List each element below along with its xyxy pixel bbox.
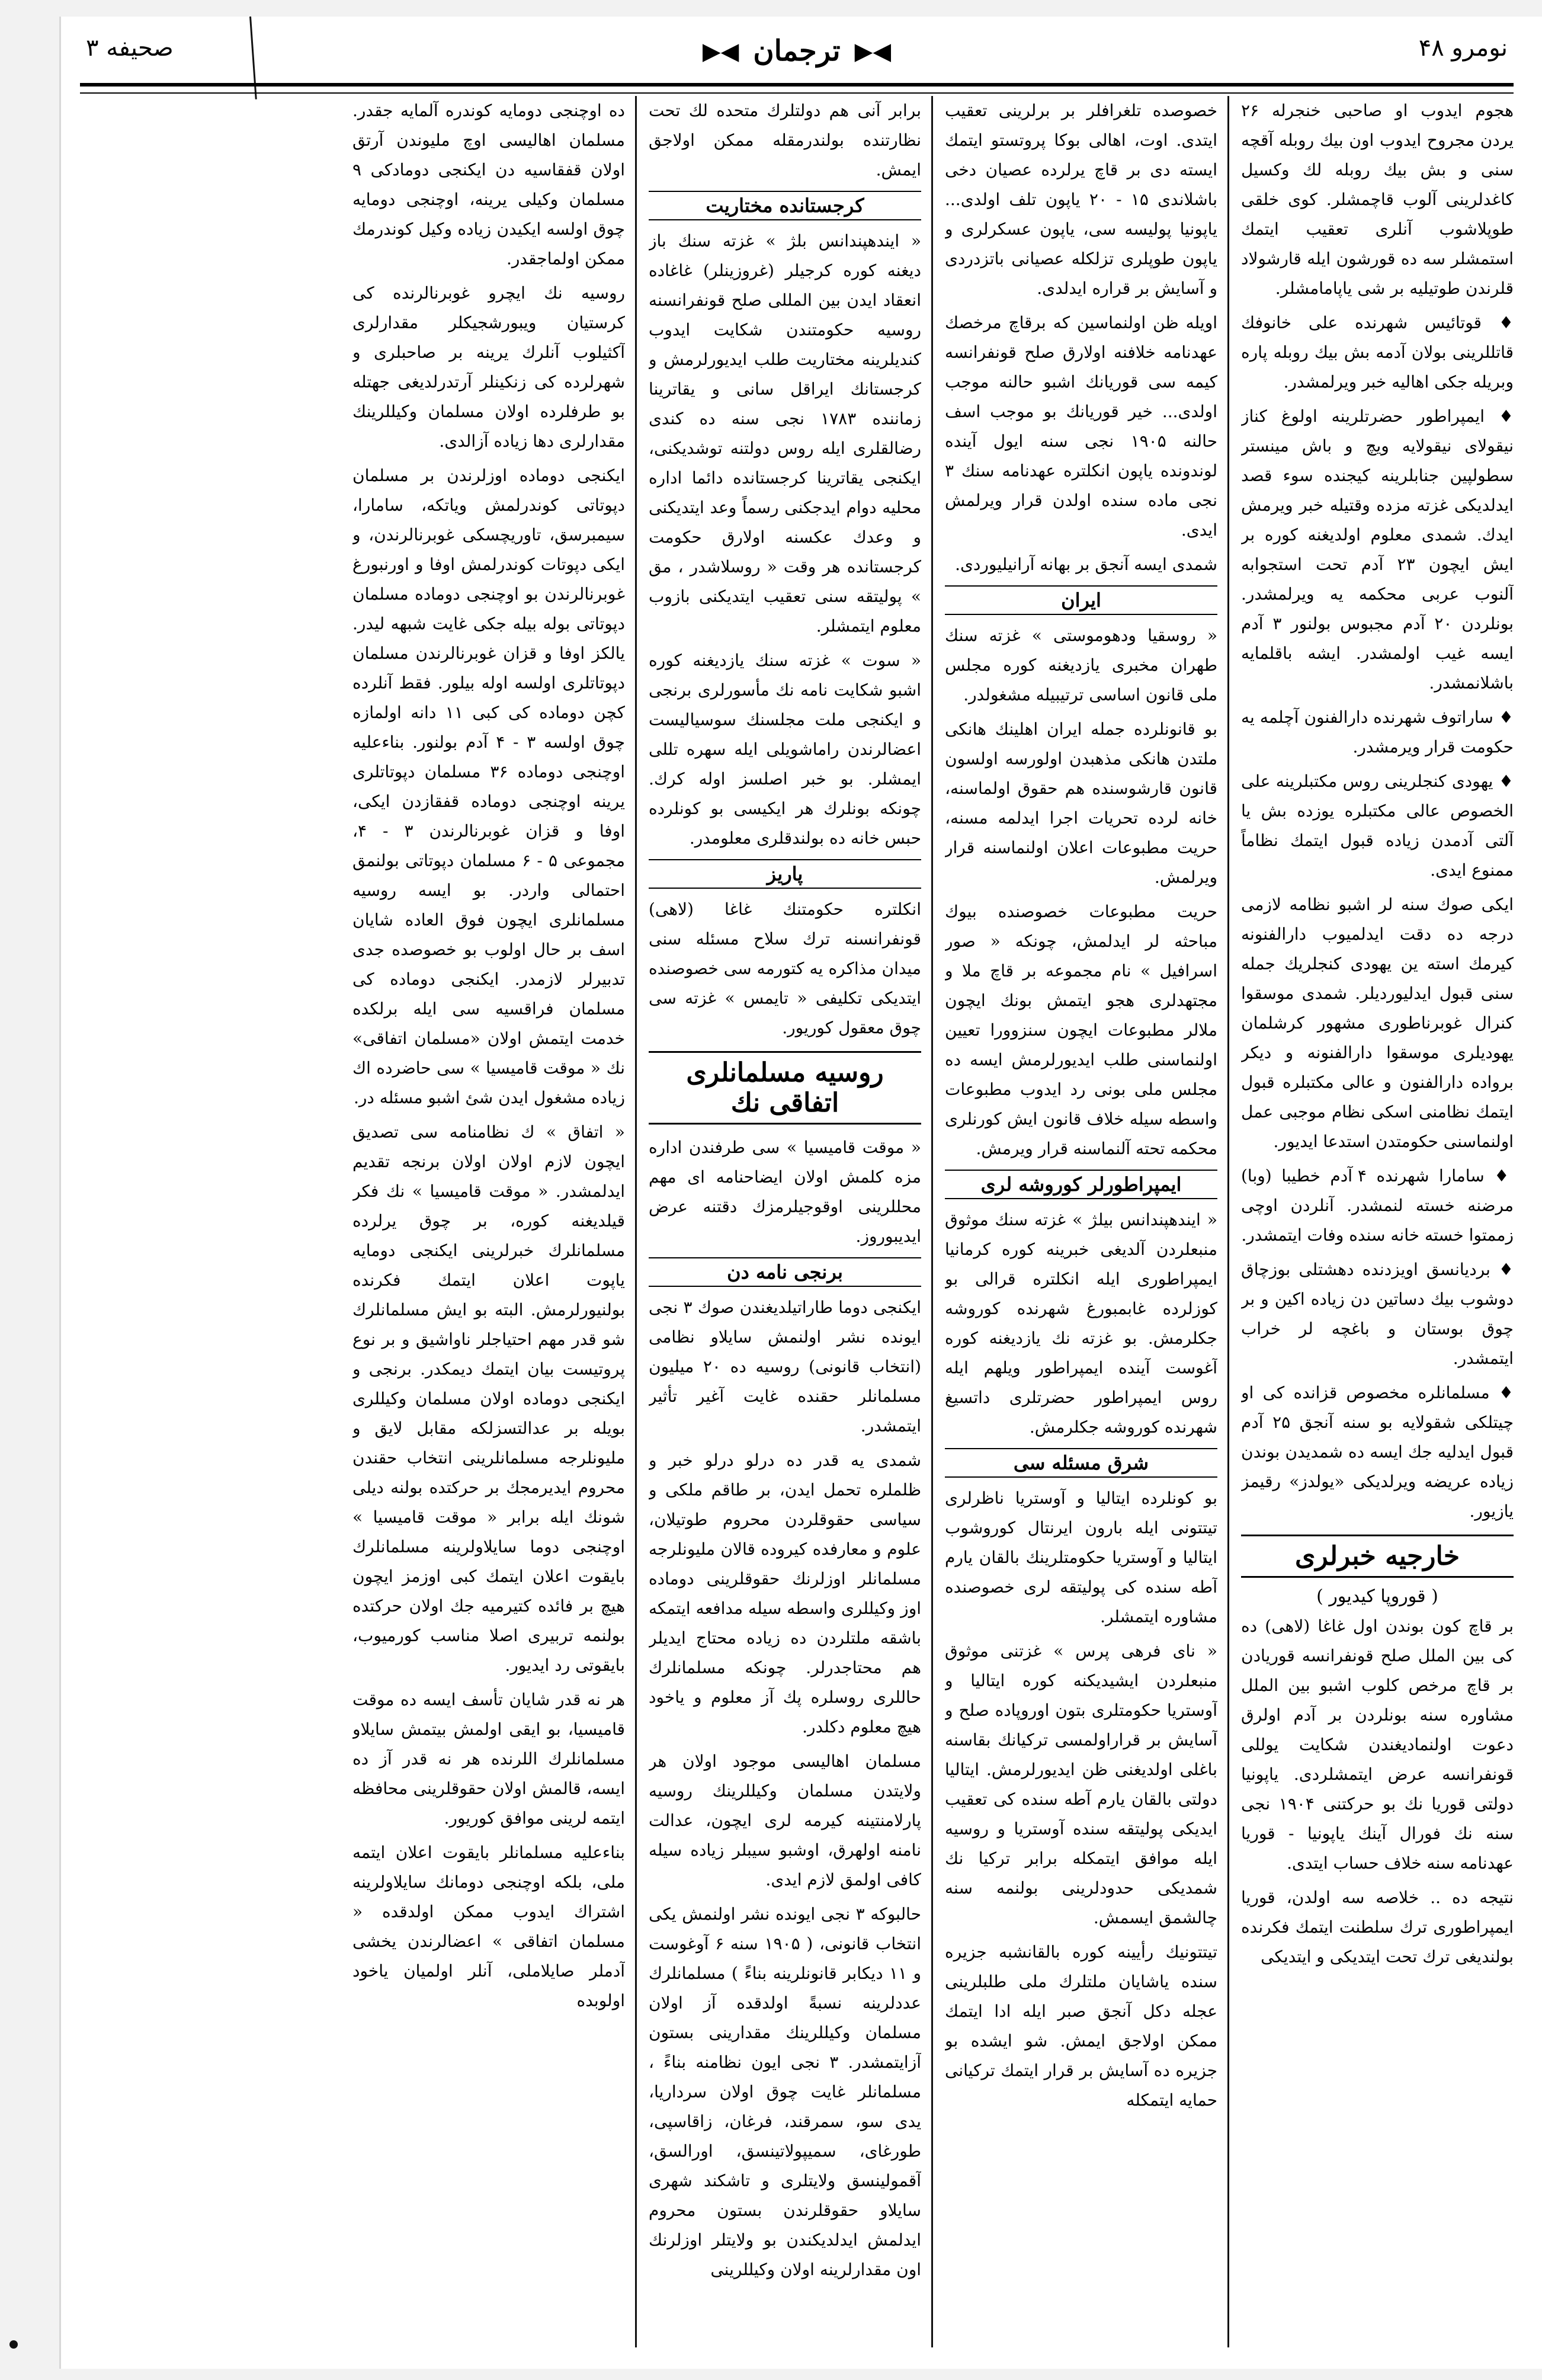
article-paragraph: ده اوچنجی دومایه کوندره آلمایه جقدر. مسلمان اهالیسی اوچ ملیوندن آرتق اولان قفقاسیه دن ایکنجی دومادکی ۹ مسلمان وکیلی یرینه، اوچنجی دومایه چوق اولسه ایکیدن زیاده وکیل کوندرمك ممکن اولماجقدر.: [352, 101, 625, 268]
article-paragraph: حریت مطبوعات خصوصنده بیوك مباحثه لر ایدلمش، چونکه « صور اسرافیل » نام مجموعه بر قاچ ملا و مجتهدلری هجو ایتمش بونك ایچون ملالر مطبوعات ایچون سنزوورا تعیین اولنماسنی طلب ایدیورلرمش ایسه ده مجلس ملی بونی رد ایدوب مطبوعات واسطه سیله خلاف قانون ایش کورنلری محکمه تحته آلنماسنه قرار ویرمش.: [945, 902, 1217, 1158]
article-paragraph: « سوت » غزته سنك یازدیغنه کوره اشبو شکایت نامه نك مأسورلری برنجی و ایکنجی ملت مجلسنك سوسیالیست اعضالرندن راماشویلی ایله سهره تللی ایمشلر. بو خبر اصلسز اوله کرك. چونکه بونلرك هر ایکیسی بو کونلرده حبس خانه ده بولندقلری معلومدر.: [649, 651, 921, 848]
article-paragraph: شمدی یه قدر ده درلو درلو خبر و ظلملره تحمل ایدن، بر طاقم ملکی و سیاسی حقوقلردن محروم طوتیلان، علوم و معارفده کیروده قالان ملیونلرجه مسلمانلر اوزلرنك حقوقلرینی دوماده اوز وکیللری واسطه سیله مدافعه ایتمکه باشقه ملتلردن ده زیاده محتاج ایدیلر هم محتاجدرلر. چونکه مسلمانلرك حاللری روسلره پك آز معلوم و یاخود هیچ معلوم دکلدر.: [649, 1450, 921, 1737]
article-paragraph: ♦ سامارا شهرنده ۴ آدم خطیبا (وبا) مرضنه خسته لنمشدر. آنلردن اوچی زممتوا خسته خانه سنده وفات ایتمشدر.: [1241, 1166, 1514, 1245]
article-paragraph: « موقت قامیسیا » سی طرفندن اداره مزه کلمش اولان ایضاحنامه ای مهم محللرینی اوقوجیلرمزك دقتنه عرض ایدیبوروز.: [649, 1138, 921, 1246]
section-heading: پاریز: [649, 859, 921, 889]
article-paragraph: ایکی صوك سنه لر اشبو نظامه لازمی درجه ده دقت ایدلمیوب دارالفنونه کیرمك استه ین یهودی کنجلریك جمله سنی قبول ایدلیوردیلر. شمدی موسقوا کنرال غوبرناطوری مشهور کرشلمان یهودیلری موسقوا دارالفنونه و دیکر برواده دارالفنون و عالی مکتبلره قبول ایتمك نظامنی اسکی نظام موجبی عمل اولنماسنی حکومتدن استدعا ایدیور.: [1241, 895, 1514, 1151]
article-paragraph: ♦ مسلمانلره مخصوص قزانده کی او چیتلکی شقولایه بو سنه آنجق ۲۵ آدم قبول ایدلیه جك ایسه ده شمدیدن بوندن زیاده عریضه ویرلدیکی «یولدز» رقیمز یازیور.: [1241, 1383, 1514, 1521]
article-paragraph: نتیجه ده .. خلاصه سه اولدن، قوریا ایمپراطوری ترك سلطنت ایتمك فکرنده بولندیغی ترك تحت ایتدیکی و ایتدیکی: [1241, 1888, 1514, 1966]
article-paragraph: بو کونلرده ایتالیا و آوستریا ناظرلری تیتتونی ایله بارون ایرنتال کوروشوب ایتالیا و آوستریا حکومتلرینك بالقان یارم آطه سنده کی پولیتقه لری خصوصنده مشاوره ایتمشلر.: [945, 1488, 1217, 1626]
article-paragraph: روسیه نك ایچرو غوبرنالرنده کی کرستیان ویبورشجیکلر مقدارلری آکثیلوب آنلرك یرینه بر صاحبلری و شهرلرده کی زنکینلر آرتدرلدیغی جهتله بو طرفلرده اولان مسلمان وکیللرینك مقدارلری دها زیاده آزالدی.: [352, 283, 625, 451]
article-paragraph: ♦ قوتائیس شهرنده علی خانوفك قاتللرینی بولان آدمه بش بیك روبله پاره وبریله جکی اهالیه خبر ویرلمشدر.: [1241, 313, 1514, 392]
article-paragraph: ایکنجی دوما طاراتیلدیغندن صوك ۳ نجی ایونده نشر اولنمش سایلاو نظامی (انتخاب قانونی) روسیه ده ۲۰ میلیون مسلمانلر حقنده غایت آغیر تأثیر ایتمشدر.: [649, 1298, 921, 1436]
section-heading: شرق مسئله سی: [945, 1448, 1217, 1478]
article-paragraph: « ایندهپندانس بیلژ » غزته سنك موثوق منبعلردن آلدیغی خبرینه کوره کرمانیا ایمپراطوری ایله انکلتره قرالی بو کوزلرده غابمبورغ شهرنده کوروشه جکلرمش. بو غزته نك یازدیغنه کوره آغوست آینده ایمپراطور ویلهم ایله روس ایمپراطور حضرتلری داتسیغ شهرنده کوروشه جکلرمش.: [945, 1210, 1217, 1437]
article-paragraph: حالبوکه ۳ نجی ایونده نشر اولنمش یکی انتخاب قانونی، ( ۱۹۰۵ سنه ۶ آوغوست و ۱۱ دیکابر قانونلرینه بناءً ) مسلمانلرك عددلرینه نسبةً اولدقده آز اولان مسلمان وکیللرینك مقدارینی بستون آزایتمشدر. ۳ نجی ایون نظامنه بناءً ، مسلمانلر غایت چوق اولان سرداریا، یدی سو، سمرقند، فرغان، زاقاسپی، طورغای، سمیپولاتینسق، اورالسق، آقمولینسق ولایتلری و تاشکند شهری سایلاو حقوقلرندن بستون محروم ایدلمش ایدلدیکندن بو ولایتلر اوزلرنك اون مقدارلرینه اولان وکیللرینی: [649, 1904, 921, 2279]
page-number-label: صحیفه ۳: [86, 34, 174, 62]
newspaper-title: ترجمان: [753, 34, 841, 68]
newspaper-title-block: [703, 34, 891, 68]
major-heading: روسیه مسلمانلری اتفاقی نك: [649, 1051, 921, 1125]
article-paragraph: خصوصده تلغرافلر بر برلرینی تعقیب ایتدی. اوت، اهالی بوکا پروتستو ایتمك ایسته دی بر قاچ یرلرده عصیان دخی باشلاندی ۱۵ - ۲۰ یاپون تلف اولدی... یاپونیا پولیسه سی، یاپون عسکرلری و یاپون طوپلری تزلکله عصیانی باتزدردی و آسایش بر قراره ایدلدی.: [945, 101, 1217, 298]
article-paragraph: هجوم ایدوب او صاحبی خنجرله ۲۶ یردن مجروح ایدوب اون بیك روبله آقچه سنی و بش بیك روبله لك وکسیل کاغدلرینی آلوب قاچمشلر. کوی خلقی طوپلاشوب آنلری تعقیب ایتمك استمشلر سه ده قورشون ایله قارشولاد قلرندن طوتیلیه بر شی یاپامامشلر.: [1241, 101, 1514, 298]
column-2: [945, 96, 1217, 2347]
article-paragraph: اویله ظن اولنماسین که برقاچ مرخصك عهدنامه خلافنه اولارق صلح قونفرانسه کیمه سی قوریانك اشبو حالنه موجب اولدی... خیر قوریانك بو موجب اسف حالنه ۱۹۰۵ نجی سنه ایول آینده لوندونده یاپون انکلتره عهدنامه سنك ۳ نجی ماده سنده اولدن قرار ویرلمش ایدی.: [945, 313, 1217, 540]
article-paragraph: ایکنجی دوماده اوزلرندن بر مسلمان دپوتاتی کوندرلمش ویاتکه، سامارا، سیمبرسق، تاوریچسکی غوبرنالرندن، و ایکی دپوتات کوندرلمش اوفا و اورنبورغ غوبرنالرندن بو اوچنجی دوماده مسلمان دپوتاتی بوله بیله جکی غایت شبهه لیدر. یالکز اوفا و قزان غوبرنالرندن مسلمان دپوتاتلری اولسه اوله بیلور. فقط آنلرده کچن دوماده کی کبی ۱۱ دانه اولمازه چوق اولسه ۳ - ۴ آدم بولنور. بناءعلیه اوچنجی دوماده ۳۶ مسلمان دپوتاتلری یرینه اوچنجی دوماده قفقازدن ایکی، اوفا و قزان غوبرنالرندن ۳ - ۴، مجموعی ۵ - ۶ مسلمان دپوتاتی بولنمق احتمالی واردر. بو ایسه روسیه مسلمانلری ایچون فوق العاده شایان اسف بر حال اولوب بو خصوصده جدی تدبیرلر لازمدر. ایکنجی دوماده کی مسلمان فراقسیه سی ایله برلکده خدمت ایتمش اولان «مسلمان اتفاقی» نك « موقت قامیسیا » سی حاضرده اك زیاده مشغول ایدن شئ اشبو مسئله در.: [352, 466, 625, 1107]
section-heading: ایران: [945, 585, 1217, 615]
header-rule: [80, 83, 1514, 94]
section-heading: ایمپراطورلر کوروشه لری: [945, 1170, 1217, 1199]
column-divider: [635, 96, 637, 2347]
article-paragraph: بر قاچ کون بوندن اول غاغا (لاهی) ده کی بین الملل صلح قونفرانسه قوریادن بر قاچ مرخص کلوب اشبو بین الملل مشاوره سنه بونلردن بر آدم اولرق دعوت اولنمادیغندن شکایت یوللی قونفرانسه عرض ایتمشلردی. یاپونیا دولتی قوریا نك بو حرکتنی ۱۹۰۴ نجی سنه نك فورال آینك یاپونیا - قوریا عهدنامه سنه خلاف حساب ایتدی.: [1241, 1616, 1514, 1873]
column-3: [649, 96, 921, 2347]
ornament-right-icon: ◀▶: [702, 37, 739, 65]
article-paragraph: « نای فرهی پرس » غزتنی موثوق منبعلردن ایشیدیکنه کوره ایتالیا و آوستریا حکومتلری بتون اوروپاده صلح و آسایش بر قراراولمسی ترکیانك بقاسنه باغلی اولدیغنی ظن ایدیورلرمش. ایتالیا دولتی بالقان یارم آطه سنده کی تعقیب ایدیکی پولیتقه سنده آوستریا و روسیه ایله موافق ایتمکله برابر ترکیا نك شمدیکی حدودلرینی بولنمه سنه چالشمق ایسمش.: [945, 1641, 1217, 1927]
article-paragraph: ♦ بردیانسق اویزدنده دهشتلی بوزچاق دوشوب بیك دساتین دن زیاده اکین و بر چوق بوستان و باغچه لر خراب ایتمشدر.: [1241, 1260, 1514, 1368]
article-paragraph: شمدی ایسه آنجق بر بهانه آرانیلیوردی.: [955, 555, 1217, 574]
article-paragraph: برابر آنی هم دولتلرك متحده لك تحت نظارتنده بولندرمقله ممکن اولاجق ایمش.: [649, 101, 921, 180]
section-heading: کرجستانده مختاریت: [649, 191, 921, 220]
section-heading: برنجی نامه دن: [649, 1257, 921, 1287]
issue-number: نومرو ۴۸: [1418, 34, 1508, 62]
article-paragraph: « اتفاق » ك نظامنامه سی تصدیق ایچون لازم اولان اولان برنجه تقدیم ایدلمشدر. « موقت قامیسیا » نك فکر قیلدیغنه کوره، بر چوق یرلرده مسلمانلرك خبرلرینی ایکنجی دومایه یاپوت اعلان ایتمك فکرنده بولنیورلرمش. البته بو ایش مسلمانلرك شو قدر مهم احتیاجلر ناواشیق و بر نوع پروتیست بیان ایتمك دیمکدر. برنجی و ایکنجی دوماده اولان مسلمان وکیللری بویله بر عدالتسزلکه مقابل لایق و ملیونلرجه مسلمانلرینی انتخاب حقندن محروم ایدیرمجك بر حرکتده بولنه دیلی شونك ایله برابر « موقت قامیسیا » اوچنجی دوما سایلاولرینه مسلمانلرك بایقوت اعلان ایتمك کبی اوزمز ایچون هیچ بر فائده کتیرمیه جك اولان حرکتده بولنمه تربیری اصلا مناسب کورمیوب، بایقوتی رد ایدیور.: [352, 1122, 625, 1675]
article-paragraph: « ایندهپندانس بلژ » غزته سنك باز دیغنه کوره کرجیلر (غروزینلر) غاغاده انعقاد ایدن بین المللی صلح قونفرانسنه روسیه حکومتندن شکایت ایدوب کندیلرینه مختاریت طلب ایدیورلرمش و کرجستانك ایراقل سانی و یقاترینا زماننده ۱۷۸۳ نجی سنه ده کندی رضالقلری ایله روس دولتنه توشدیکنی، ایکنجی یقاترینا کرجستانده دائما اداره محلیه دوام ایدجکنی رسماً وعد ایتدیکنی و وعدك عکسنه اولارق حکومت کرجستانده هر وقت « روسلاشدر ، مق » پولیتقه سنی تعقیب ایتدیکنی بازوب معلوم ایتمشلر.: [649, 231, 921, 636]
article-paragraph: انکلتره حکومتنك غاغا (لاهی) قونفرانسنه ترك سلاح مسئله سنی میدان مذاکره یه کتورمه سی خصوصنده ایتدیکی تکلیفی « تایمس » غزته سی چوق معقول کوریور.: [649, 899, 921, 1037]
article-paragraph: تیتتونیك رأیینه کوره بالقانشبه جزیره سنده یاشایان ملتلرك ملی طلبلرینی عجله دکل آنجق صبر ایله ادا ایتمك ممکن اولاجق ایمش. شو ایشده بو جزیره ده آسایش بر قرار ایتمك ترکیانی حمایه ایتمکله: [945, 1942, 1217, 2110]
article-paragraph: ♦ ساراتوف شهرنده دارالفنون آچلمه یه حکومت قرار ویرمشدر.: [1241, 707, 1514, 757]
article-paragraph: مسلمان اهالیسی موجود اولان هر ولایتدن مسلمان وکیللرینك روسیه پارلامنتینه کیرمه لری ایچون، عدالت نامنه اولهرق، اوشبو سیبلر زیاده سیله کافی اولمق لازم ایدی.: [649, 1751, 921, 1889]
columns-area: [80, 96, 1514, 2347]
article-paragraph: بو قانونلرده جمله ایران اهلینك هانکی ملتدن هانکی مذهبدن اولورسه اولسون قانون قارشوسنده هم حقوق اولماسنه، خانه لرده تحریات اجرا ایدلمه مسنه، حریت مطبوعات اعلان اولنماسنه قرار ویرلمش.: [945, 719, 1217, 887]
ink-dot: [9, 2340, 18, 2349]
article-paragraph: ♦ یهودی کنجلرینی روس مکتبلرینه علی الخصوص عالی مکتبلره یوزده بش یا آلتی آدمدن زیاده قبول ایتمك نظاماً ممنوع ایدی.: [1241, 771, 1514, 880]
article-paragraph: هر نه قدر شایان تأسف ایسه ده موقت قامیسیا، بو ایقی اولمش بیتمش سایلاو مسلمانلرك اللرنده هر نه قدر آز ده ایسه، قالمش اولان حقوقلرینی محافظه ایتمه لرینی موافق کوریور.: [352, 1690, 625, 1828]
masthead: [80, 24, 1514, 89]
article-paragraph: ♦ ایمپراطور حضرتلرینه اولوغ کناز نیقولای نیقولایه ویچ و باش مینستر سطولپین جنابلرینه کیجنده سوء قصد ایدلدیکی غزته مزده وقتیله خبر ویرمش ایدك. شمدی معلوم اولدیغنه کوره بر ایش ایچون ۲۳ آدم تحت استجوابه آلنوب عربی محکمه یه ویرلمشدر. بونلردن ۲۰ آدم مجبوس بولنور ۳ آدم ایسه غیب اولمشدر. ایشه باقلمایه باشلانمشدر.: [1241, 406, 1514, 693]
column-1: [1241, 96, 1514, 2347]
major-heading: خارجیه خبرلری: [1241, 1535, 1514, 1578]
sub-heading: ( قوروپا کیدیور ): [1316, 1586, 1438, 1607]
article-paragraph: بناءعلیه مسلمانلر بایقوت اعلان ایتمه ملی، بلکه اوچنجی دومانك سایلاولرینه اشتراك ایدوب ممکن اولدقده « مسلمان اتفاقی » اعضالرندن یخشی آدملر صایلاملی، آنلر اولمیان یاخود اولوبده: [352, 1843, 625, 2010]
ornament-left-icon: ◀▶: [854, 37, 892, 65]
column-4: [352, 96, 625, 2347]
article-paragraph: « روسقیا ودهوموستی » غزته سنك طهران مخبری یازدیغنه کوره مجلس ملی قانون اساسی ترتیبیله مشغولدر.: [945, 626, 1217, 704]
column-divider: [1227, 96, 1229, 2347]
column-divider: [931, 96, 933, 2347]
